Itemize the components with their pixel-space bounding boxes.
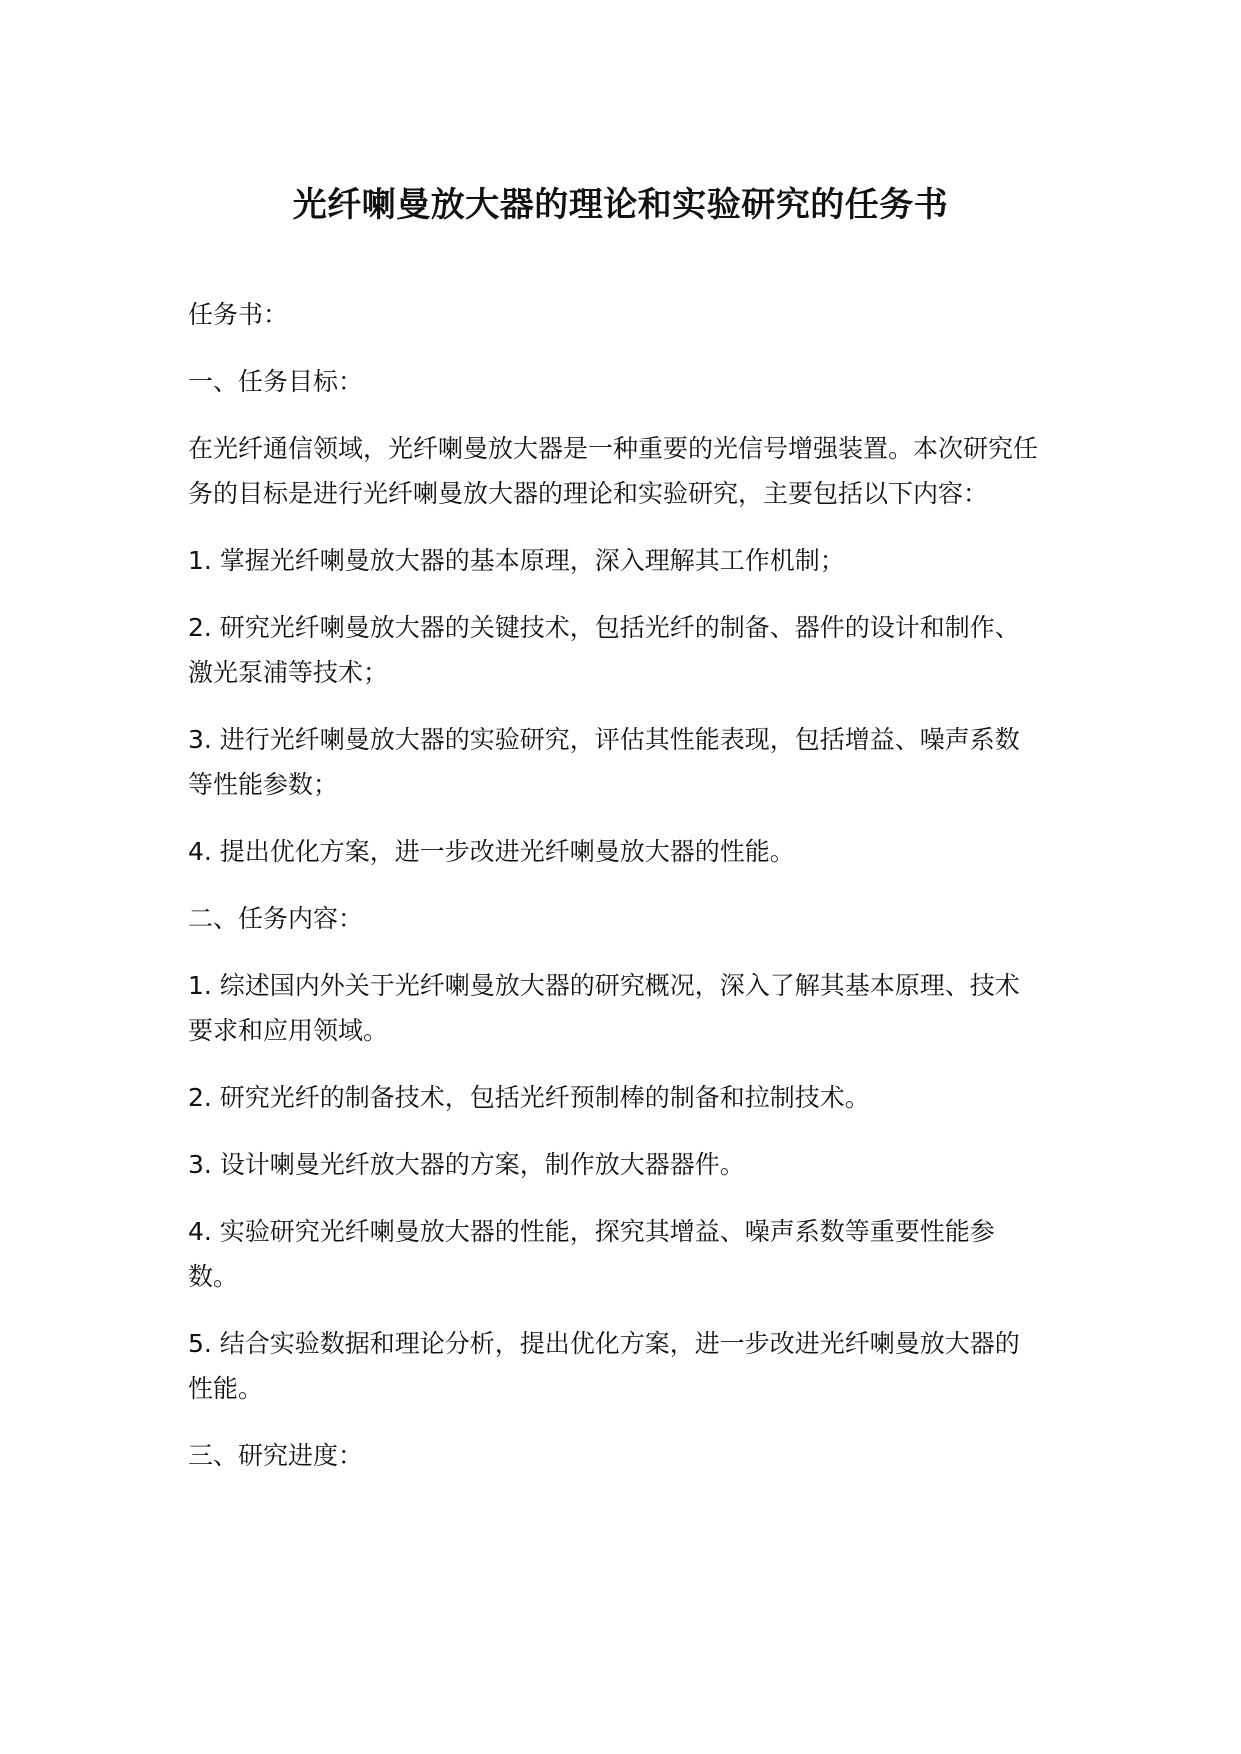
objective-item-1: 1. 掌握光纤喇曼放大器的基本原理，深入理解其工作机制；: [188, 546, 845, 575]
section-heading-contents: 二、任务内容：: [188, 904, 364, 933]
content-item-3: 3. 设计喇曼光纤放大器的方案，制作放大器器件。: [188, 1150, 745, 1179]
content-item-2: 2. 研究光纤的制备技术，包括光纤预制棒的制备和拉制技术。: [188, 1083, 870, 1112]
section-heading-objectives: 一、任务目标：: [188, 367, 364, 396]
content-item-4: 4. 实验研究光纤喇曼放大器的性能，探究其增益、噪声系数等重要性能参数。: [188, 1217, 995, 1291]
section-heading-progress: 三、研究进度：: [188, 1441, 364, 1470]
content-item-5: 5. 结合实验数据和理论分析，提出优化方案，进一步改进光纤喇曼放大器的性能。: [188, 1329, 1020, 1403]
objective-item-3: 3. 进行光纤喇曼放大器的实验研究，评估其性能表现，包括增益、噪声系数等性能参数；: [188, 725, 1020, 799]
document-body: [188, 292, 1038, 1500]
objective-item-2: 2. 研究光纤喇曼放大器的关键技术，包括光纤的制备、器件的设计和制作、激光泵浦等技术；: [188, 613, 1020, 687]
objective-item-4: 4. 提出优化方案，进一步改进光纤喇曼放大器的性能。: [188, 837, 795, 866]
objectives-intro-paragraph: 在光纤通信领域，光纤喇曼放大器是一种重要的光信号增强装置。本次研究任务的目标是进行光纤喇曼放大器的理论和实验研究，主要包括以下内容：: [188, 434, 1039, 508]
section-label-task-book: 任务书：: [188, 300, 289, 329]
document-title: 光纤喇曼放大器的理论和实验研究的任务书: [292, 185, 949, 225]
content-item-1: 1. 综述国内外关于光纤喇曼放大器的研究概况，深入了解其基本原理、技术要求和应用领域。: [188, 971, 1020, 1045]
